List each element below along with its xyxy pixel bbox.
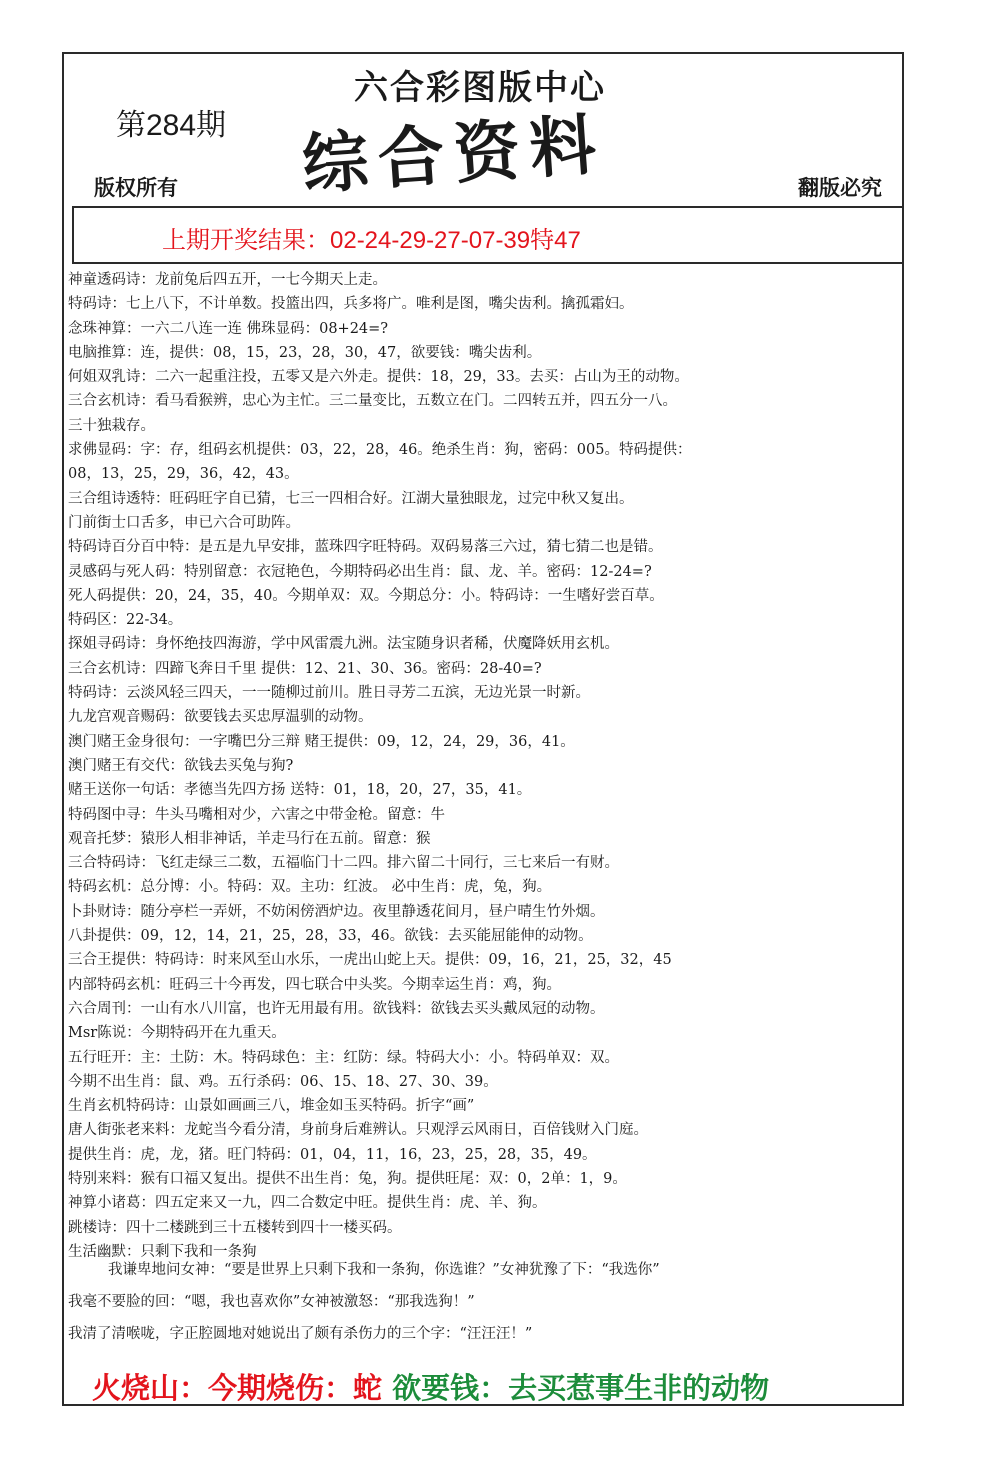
content-line: 内部特码玄机：旺码三十今再发，四七联合中头奖。今期幸运生肖：鸡，狗。 — [68, 976, 561, 993]
content-line: 赌王送你一句话：孝德当先四方扬 送特：01，18，20，27，35，41。 — [68, 782, 532, 799]
content-line: 卜卦财诗：随分亭栏一弄妍，不妨闲傍酒炉边。夜里静透花间月，昼户晴生竹外烟。 — [68, 903, 605, 920]
story-line: 我毫不要脸的回：“嗯，我也喜欢你”女神被激怒：“那我选狗！” — [68, 1294, 475, 1310]
content-line: Msr陈说：今期特码开在九重天。 — [68, 1025, 286, 1042]
content-line: 特码图中寻：牛头马嘴相对少，六害之中带金枪。留意：牛 — [68, 806, 445, 823]
content-line: 特码诗：云淡风轻三四天，一一随柳过前川。胜日寻芳二五滨，无边光景一时新。 — [68, 685, 590, 702]
content-line: 提供生肖：虎，龙，猪。旺门特码：01，04，11，16，23，25，28，35，49。 — [68, 1146, 597, 1163]
story-line: 我谦卑地问女神：“要是世界上只剩下我和一条狗，你选谁？”女神犹豫了下：“我选你” — [108, 1262, 660, 1278]
content-line: 三合组诗透特：旺码旺字自已猜，七三一四相合好。江湖大量独眼龙，过完中秋又复出。 — [68, 490, 634, 507]
story-line: 我清了清喉咙，字正腔圆地对她说出了颇有杀伤力的三个字：“汪汪汪！” — [68, 1326, 533, 1342]
content-line: 三合王提供：特码诗：时来风至山水乐，一虎出山蛇上天。提供：09，16，21，25，32，45 — [68, 952, 672, 969]
content-line: 生肖玄机特码诗：山景如画画三八，堆金如玉买特码。折字“画” — [68, 1098, 475, 1115]
content-line: 三合玄机诗：四蹄飞奔日千里 提供：12、21、30、36。密码：28-40=? — [68, 660, 542, 677]
content-line: 今期不出生肖：鼠、鸡。五行杀码：06、15、18、27、30、39。 — [68, 1073, 498, 1090]
content-line: 跳楼诗：四十二楼跳到三十五楼转到四十一楼买码。 — [68, 1219, 402, 1236]
humor-story — [68, 1254, 900, 1350]
content-line: 观音托梦：猿形人相非神话，羊走马行在五前。留意：猴 — [68, 830, 431, 847]
content-line: 三合特码诗：飞红走绿三二数，五福临门十二四。排六留二十同行，三七来后一有财。 — [68, 855, 619, 872]
footer-green-text: 欲要钱：去买惹事生非的动物 — [392, 1371, 770, 1405]
poster-sheet — [62, 52, 904, 1406]
content-line: 神童透码诗：龙前兔后四五开，一七今期天上走。 — [68, 272, 387, 288]
content-line: 电脑推算：连，提供：08，15，23，28，30，47，欲要钱：嘴尖齿利。 — [68, 344, 542, 361]
last-result-text: 上期开奖结果：02-24-29-27-07-39特47 — [162, 227, 581, 254]
content-line: 神算小诸葛：四五定来又一九，四二合数定中旺。提供生肖：虎、羊、狗。 — [68, 1195, 547, 1212]
content-line: 生活幽默：只剩下我和一条狗 — [68, 1243, 257, 1260]
content-line: 特码诗：七上八下，不计单数。投篮出四，兵多将广。唯利是图，嘴尖齿利。擒孤霜妇。 — [68, 296, 634, 313]
content-line: 探姐寻码诗：身怀绝技四海游，学中风雷震九洲。法宝随身识者稀，伏魔降妖用玄机。 — [68, 636, 619, 653]
content-line: 灵感码与死人码：特别留意：衣冠艳色，今期特码必出生肖：鼠、龙、羊。密码：12-24=? — [68, 563, 652, 580]
content-line: 六合周刊：一山有水八川富，也许无用最有用。欲钱料：欲钱去买头戴凤冠的动物。 — [68, 1000, 605, 1017]
last-result-box — [72, 206, 904, 264]
content-line: 五行旺开：主：土防：木。特码球色：主：红防：绿。特码大小：小。特码单双：双。 — [68, 1049, 619, 1066]
content-line: 死人码提供：20，24，35，40。今期单双：双。今期总分：小。特码诗：一生嗜好尝百草。 — [68, 587, 664, 604]
content-line: 三合玄机诗：看马看猴辨，忠心为主忙。三二量变比，五数立在门。二四转五并，四五分一八。 — [68, 393, 677, 410]
content-line: 唐人街张老来料：龙蛇当今看分清，身前身后难辨认。只观浮云风雨日，百倍钱财入门庭。 — [68, 1122, 648, 1139]
copyright-right: 翻版必究 — [798, 175, 882, 200]
footer-red-text: 火烧山：今期烧伤：蛇 — [92, 1371, 383, 1405]
center-title: 六合彩图版中心 — [354, 68, 606, 108]
content-line: 求佛显码：字：存，组码玄机提供：03，22，28，46。绝杀生肖：狗，密码：005。特码提供： — [68, 442, 692, 459]
content-line: 何姐双乳诗：二六一起重注投，五零又是六外走。提供：18，29，33。去买：占山为王的动物。 — [68, 369, 689, 386]
issue-number: 第284期 — [116, 109, 227, 142]
main-title: 综合资料 — [299, 104, 609, 204]
content-line: 八卦提供：09，12，14，21，25，28，33，46。欲钱：去买能屈能伸的动物。 — [68, 928, 593, 945]
copyright-left: 版权所有 — [94, 175, 178, 200]
footer-banner — [92, 1366, 769, 1406]
content-line: 澳门赌王有交代：欲钱去买兔与狗? — [68, 757, 294, 774]
content-line: 澳门赌王金身很句：一字嘴巴分三辩 赌王提供：09，12，24，29，36，41。 — [68, 733, 575, 750]
content-line: 08，13，25，29，36，42，43。 — [68, 466, 299, 483]
content-lines — [68, 268, 900, 1264]
content-line: 念珠神算：一六二八连一连 佛珠显码：08+24=? — [68, 320, 389, 337]
content-line: 特别来料：猴有口福又复出。提供不出生肖：兔，狗。提供旺尾：双：0，2单：1，9。 — [68, 1170, 627, 1187]
content-line: 九龙宫观音赐码：欲要钱去买忠厚温驯的动物。 — [68, 709, 373, 726]
content-line: 特码玄机：总分博：小。特码：双。主功：红波。 必中生肖：虎，兔，狗。 — [68, 879, 552, 896]
content-line: 门前街士口舌多，申已六合可助阵。 — [68, 514, 300, 531]
content-line: 三十独栽存。 — [68, 417, 155, 434]
content-line: 特码区：22-34。 — [68, 612, 183, 629]
content-line: 特码诗百分百中特：是五是九早安排，蓝珠四字旺特码。双码易落三六过，猜七猜二也是错。 — [68, 539, 663, 556]
